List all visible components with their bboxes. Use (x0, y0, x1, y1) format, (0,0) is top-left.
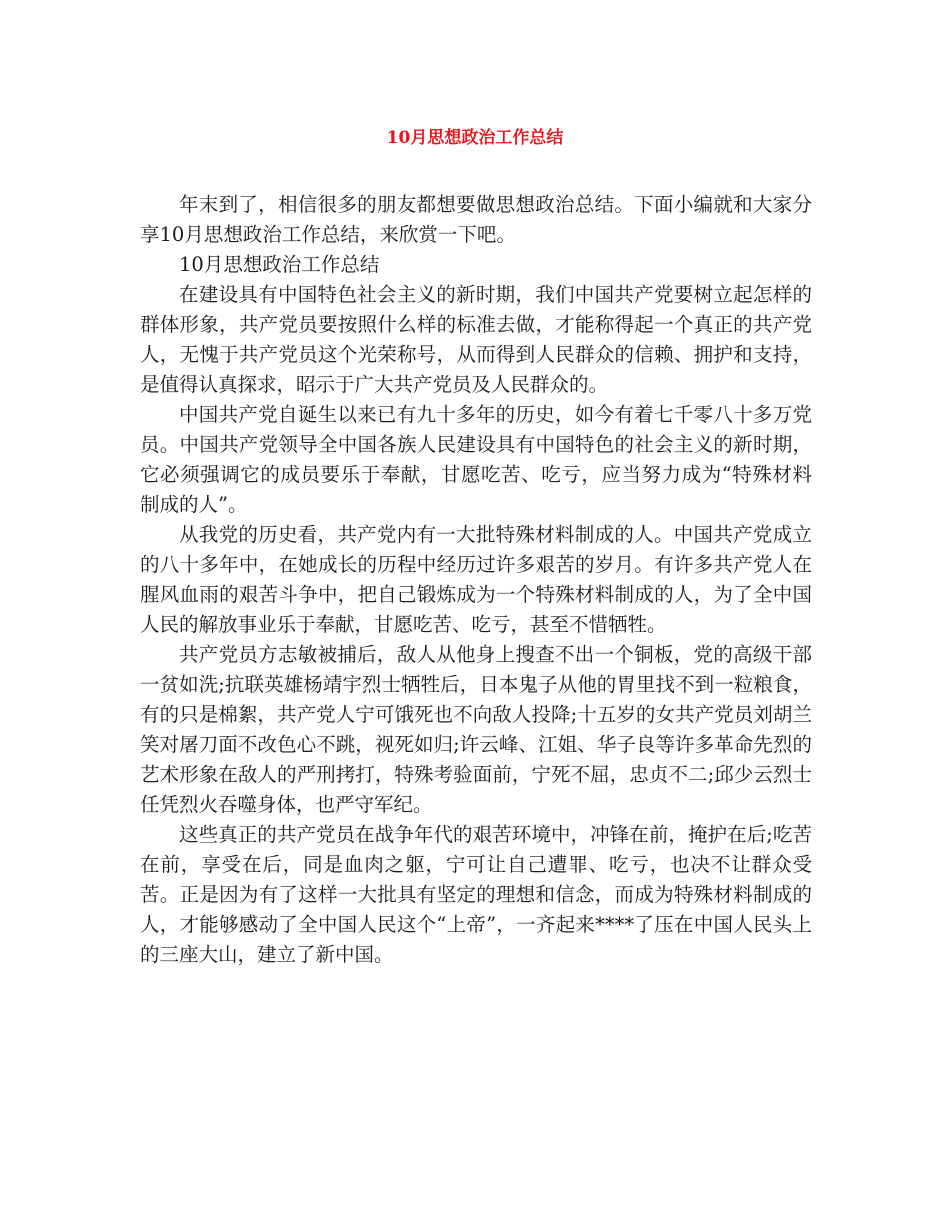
paragraph-new-era: 在建设具有中国特色社会主义的新时期，我们中国共产党要树立起怎样的群体形象，共产党员要按照什么样的标准去做，才能称得起一个真正的共产党人，无愧于共产党员这个光荣称号，从而得到人民群众的信赖、拥护和支持，是值得认真探求，昭示于广大共产党员及人民群众的。 (140, 283, 812, 396)
paragraph-history: 中国共产党自诞生以来已有九十多年的历史，如今有着七千零八十多万党员。中国共产党领导全中国各族人民建设具有中国特色的社会主义的新时期，它必须强调它的成员要乐于奉献，甘愿吃苦、吃亏，应当努力成为“特殊材料制成的人”。 (140, 403, 812, 516)
paragraph-intro: 年末到了，相信很多的朋友都想要做思想政治总结。下面小编就和大家分享10月思想政治工作总结，来欣赏一下吧。 (140, 193, 812, 246)
paragraph-subtitle: 10月思想政治工作总结 (179, 253, 380, 276)
paragraph-special-material: 从我党的历史看，共产党内有一大批特殊材料制成的人。中国共产党成立的八十多年中，在她成长的历程中经历过许多艰苦的岁月。有许多共产党人在腥风血雨的艰苦斗争中，把自己锻炼成为一个特殊材料制成的人，为了全中国人民的解放事业乐于奉献，甘愿吃苦、吃亏，甚至不惜牺牲。 (140, 523, 812, 636)
paragraph-war-years: 这些真正的共产党员在战争年代的艰苦环境中，冲锋在前，掩护在后;吃苦在前，享受在后，同是血肉之躯，宁可让自己遭罪、吃亏，也决不让群众受苦。正是因为有了这样一大批具有坚定的理想和信念，而成为特殊材料制成的人，才能够感动了全中国人民这个“上帝”，一齐起来****了压在中国人民头上的三座大山，建立了新中国。 (140, 823, 812, 966)
document-title: 10月思想政治工作总结 (386, 128, 564, 148)
paragraph-martyrs: 共产党员方志敏被捕后，敌人从他身上搜查不出一个铜板，党的高级干部一贫如洗;抗联英雄杨靖宇烈士牺牲后，日本鬼子从他的胃里找不到一粒粮食，有的只是棉絮，共产党人宁可饿死也不向敌人投降;十五岁的女共产党员刘胡兰笑对屠刀面不改色心不跳，视死如归;许云峰、江姐、华子良等许多革命先烈的艺术形象在敌人的严刑拷打，特殊考验面前，宁死不屈，忠贞不二;邱少云烈士任凭烈火吞噬身体，也严守军纪。 (140, 643, 812, 816)
document-body (140, 190, 812, 970)
